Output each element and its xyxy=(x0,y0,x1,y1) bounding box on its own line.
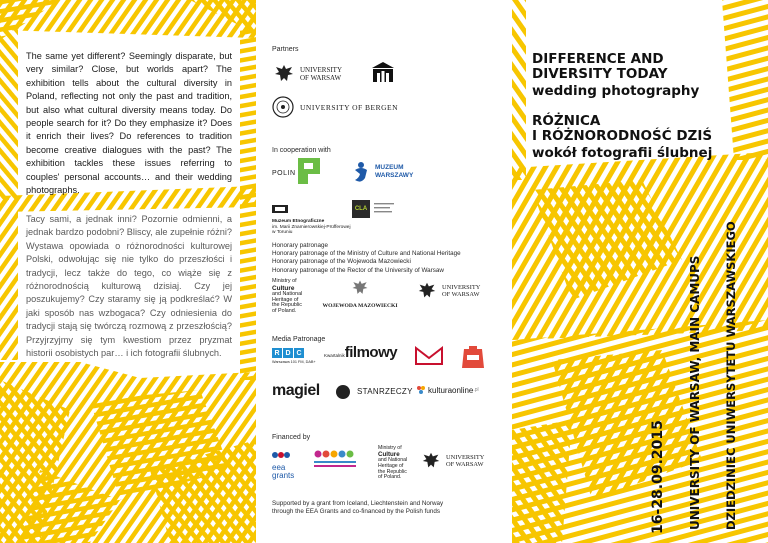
venue-en: UNIVERSITY OF WARSAW, MAIN CAMUPS xyxy=(688,255,702,530)
eagle-icon xyxy=(416,280,438,302)
title-pl-line2: I RÓŻNORODNOŚĆ DZIŚ xyxy=(532,128,713,144)
eea-text: eea xyxy=(272,463,286,472)
culture-heritage-logo xyxy=(314,450,356,475)
ministry2-line4: Heritage of xyxy=(378,462,404,469)
kulturaonline-suffix: .pl xyxy=(473,387,479,393)
venue-pl: DZIEDZINIEC UNIWERSYTETU WARSZAWSKIEGO xyxy=(724,221,738,530)
ministry-logo xyxy=(272,279,302,315)
rdc-r: R xyxy=(272,348,282,358)
title-en-line1: DIFFERENCE AND xyxy=(532,51,664,67)
muzeum-line2: WARSZAWY xyxy=(375,172,414,179)
title-en-line2: DIVERSITY TODAY xyxy=(532,66,668,82)
exhibition-dates: 16-28.09.2015 xyxy=(650,420,666,534)
ministry-line4: Heritage of xyxy=(272,296,299,303)
honorary-rector: Honorary patronage of the Rector of the University of Warsaw xyxy=(272,266,444,274)
support-line2: through the EEA Grants and co-financed by the Polish funds xyxy=(272,508,441,516)
eea-icon xyxy=(272,451,290,459)
bergen-seal-icon xyxy=(272,96,294,118)
exhibition-description-en: The same yet different? Seemingly disparate, but very similar? Close, but worlds apart? The exhibition tells about the cultural diversity in Poland, reflecting not only the past and tradition, but also what cultural diversity means today. Do people search for it? Do they emphasize it? Does it enrich their lives? Do references to tradition become creative dialogues with the past? The exhibition tackles these issues referring to couples' personal accounts… and their wedding photographs. xyxy=(26,51,232,196)
ministry-line6: of Poland. xyxy=(272,308,297,315)
ministry-line5: the Republic xyxy=(272,302,302,309)
left-panel xyxy=(0,0,256,543)
building-icon xyxy=(372,62,394,82)
honorary-block xyxy=(272,242,508,275)
partners-label: Partners xyxy=(272,46,299,53)
kwartalnik-text: Kwartalnik xyxy=(324,353,345,358)
colored-dots-icon xyxy=(314,450,356,470)
dark-circle-logo xyxy=(336,385,350,399)
rdc-d: D xyxy=(283,348,293,358)
ministry-line1: Ministry of xyxy=(272,278,297,284)
university-of-warsaw-logo xyxy=(272,62,342,86)
university-of-warsaw-logo-2 xyxy=(416,280,480,302)
bergen-text: UNIVERSITY OF BERGEN xyxy=(300,102,399,112)
wojewoda-logo xyxy=(320,278,400,309)
stanrzeczy-logo: STANRZECZY xyxy=(357,387,413,396)
filmowy-text: filmowy xyxy=(344,344,398,361)
grants-text: grants xyxy=(272,471,295,480)
rdc-c: C xyxy=(294,348,304,358)
ministry2-line2: Culture xyxy=(378,450,400,458)
honorary-wojewoda: Honorary patronage of the Wojewoda Mazowiecki xyxy=(272,258,411,266)
polin-text: POLIN xyxy=(272,170,296,177)
uw-line2: OF WARSAW xyxy=(300,74,342,82)
cooperation-label: In cooperation with xyxy=(272,147,331,154)
ministry2-line3: and National xyxy=(378,457,408,464)
kultura-dots-icon xyxy=(416,385,426,395)
uw2-line1: UNIVERSITY xyxy=(442,283,481,291)
eagle-crest-icon xyxy=(350,278,370,298)
financed-label: Financed by xyxy=(272,434,311,441)
cla-logo xyxy=(352,200,394,218)
etno-line3: w Toruniu xyxy=(272,230,293,235)
subtitle-en: wedding photography xyxy=(532,83,700,99)
ministry-logo-2 xyxy=(378,446,407,481)
mermaid-icon xyxy=(352,160,370,184)
etno-line2: im. Marii Znamierowskiej-Prüfferowej xyxy=(272,224,351,230)
etno-icon xyxy=(272,205,288,213)
muzeum-etnograficzne-logo xyxy=(272,200,352,236)
title-pl-line1: RÓŻNICA xyxy=(532,113,601,129)
muzeum-line1: MUZEUM xyxy=(375,164,404,171)
uw3-line1: UNIVERSITY xyxy=(446,453,485,461)
support-note xyxy=(272,500,508,516)
weight-logo xyxy=(462,344,484,368)
ministry-line2: Culture xyxy=(272,284,295,292)
university-of-warsaw-logo-3 xyxy=(420,450,484,472)
title-en xyxy=(532,52,668,82)
rdc-logo xyxy=(272,348,316,364)
ministry-line3: and National xyxy=(272,290,303,297)
wojewoda-text: WOJEWODA MAZOWIECKI xyxy=(322,303,398,309)
ministry2-line5: the Republic xyxy=(378,468,407,475)
cla-text: CLA xyxy=(352,200,370,218)
honorary-label: Honorary patronage xyxy=(272,242,329,249)
eea-grants-logo xyxy=(272,446,294,480)
red-magazine-logo xyxy=(414,346,444,366)
rdc-sub: Warszawa 101 FM, DAB+ xyxy=(272,360,316,364)
uw-line1: UNIVERSITY xyxy=(300,66,342,74)
kulturaonline-logo xyxy=(416,385,479,395)
ministry2-line1: Ministry of xyxy=(378,445,402,451)
kulturaonline-text: kulturaonline xyxy=(428,385,474,395)
kwartalnik-filmowy-logo xyxy=(324,344,397,361)
middle-panel xyxy=(256,0,512,543)
cla-lines-icon xyxy=(374,202,394,216)
support-line1: Supported by a grant from Iceland, Liechtenstein and Norway xyxy=(272,500,444,507)
eagle-icon xyxy=(420,450,442,472)
eagle-icon xyxy=(272,62,296,86)
exhibition-description-pl: Tacy sami, a jednak inni? Pozornie odmienni, a jednak bardzo podobni? Bliscy, ale zupełnie różni? Wystawa opowiada o różnorodności kulturowej Polski, odwołując się nie tylko do przeszłości i tradycji, lecz także do tego, co wiąże się z różnorodnością kulturową dzisiaj. Czy jej poszukujemy? Czy staramy się ją podkreślać? W jaki sposób nas wzbogaca? Czy odniesienia do tradycji stają się twórczą rozmową z przeszłością? Przyjrzyjmy się tym kwestiom przez pryzmat historii osobistych par… i ich fotografii ślubnych. xyxy=(26,214,232,359)
polin-shape-icon xyxy=(298,158,320,184)
etno-line1: Muzeum Etnograficzne xyxy=(272,219,325,224)
uw2-line2: OF WARSAW xyxy=(442,291,480,298)
uw3-line2: OF WARSAW xyxy=(446,461,484,468)
university-of-bergen-logo xyxy=(272,96,398,118)
right-panel xyxy=(512,0,768,543)
title-pl xyxy=(532,114,712,144)
media-label: Media Patronage xyxy=(272,336,326,343)
honorary-ministry: Honorary patronage of the Ministry of Culture and National Heritage xyxy=(272,250,461,258)
muzeum-warszawy-logo xyxy=(352,160,413,184)
ministry2-line6: of Poland. xyxy=(378,474,402,481)
magiel-logo: magiel xyxy=(272,382,320,399)
polin-logo xyxy=(272,158,322,188)
subtitle-pl: wokół fotografii ślubnej xyxy=(532,145,713,161)
